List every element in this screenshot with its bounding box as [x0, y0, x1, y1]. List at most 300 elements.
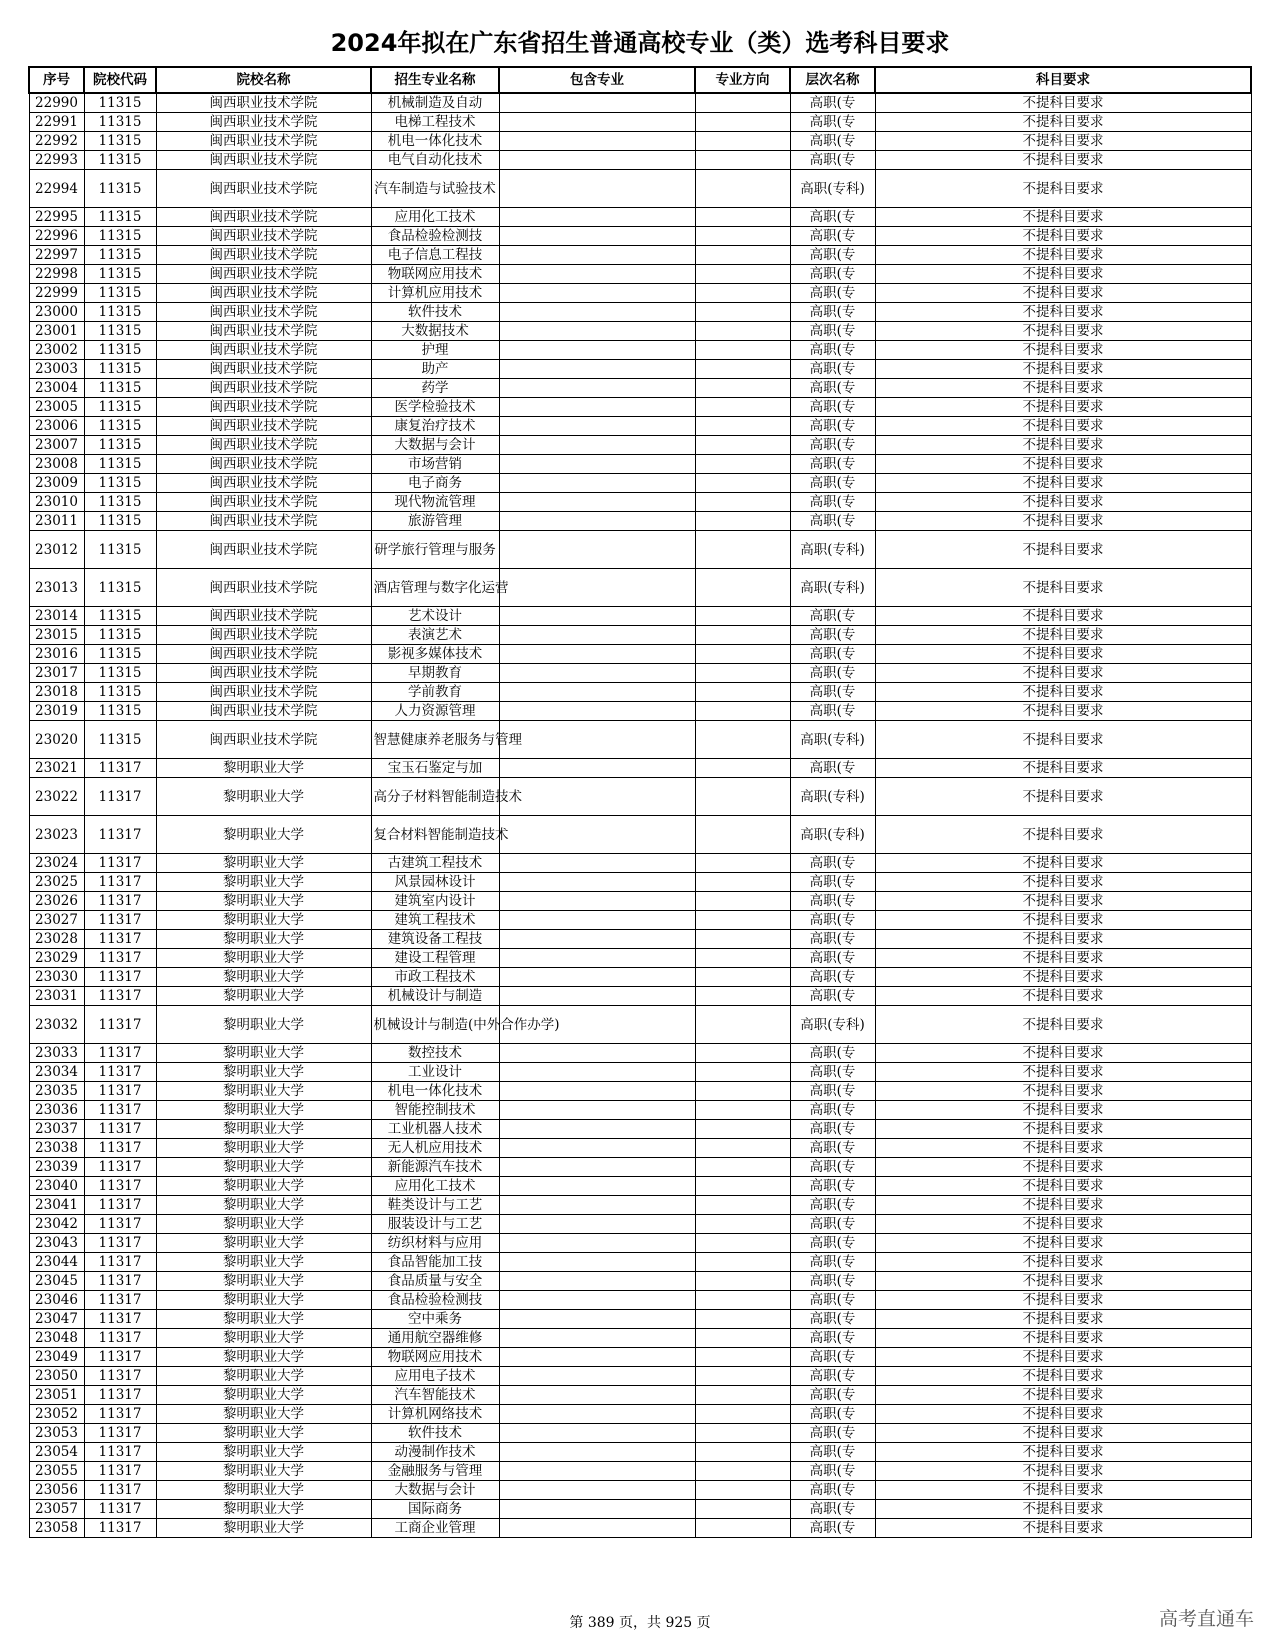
cell-seq: 22996	[29, 227, 84, 246]
cell-major-direction	[695, 1082, 790, 1101]
cell-major-direction	[695, 341, 790, 360]
table-row	[29, 208, 1251, 227]
cell-seq: 23034	[29, 1063, 84, 1082]
cell-included-majors	[499, 436, 695, 455]
cell-major-direction	[695, 93, 790, 113]
table-row	[29, 227, 1251, 246]
cell-included-majors	[499, 778, 695, 816]
cell-major-name: 人力资源管理	[371, 702, 499, 721]
cell-school-name: 黎明职业大学	[156, 1367, 371, 1386]
cell-seq: 23018	[29, 683, 84, 702]
cell-included-majors	[499, 1519, 695, 1538]
cell-school-name: 闽西职业技术学院	[156, 645, 371, 664]
table-row	[29, 683, 1251, 702]
cell-level: 高职(专	[790, 702, 875, 721]
cell-seq: 23051	[29, 1386, 84, 1405]
cell-level: 高职(专	[790, 1272, 875, 1291]
cell-school-code: 11315	[84, 531, 156, 569]
table-row	[29, 1519, 1251, 1538]
cell-major-name: 工业设计	[371, 1063, 499, 1082]
table-row	[29, 132, 1251, 151]
cell-included-majors	[499, 1462, 695, 1481]
cell-major-name: 早期教育	[371, 664, 499, 683]
cell-level: 高职(专	[790, 911, 875, 930]
cell-school-name: 闽西职业技术学院	[156, 322, 371, 341]
cell-included-majors	[499, 816, 695, 854]
cell-major-direction	[695, 1405, 790, 1424]
cell-school-code: 11315	[84, 93, 156, 113]
cell-seq: 23012	[29, 531, 84, 569]
cell-school-name: 黎明职业大学	[156, 1348, 371, 1367]
cell-subject-requirement: 不提科目要求	[875, 1253, 1251, 1272]
cell-included-majors	[499, 1101, 695, 1120]
table-row	[29, 360, 1251, 379]
cell-included-majors	[499, 1063, 695, 1082]
cell-included-majors	[499, 474, 695, 493]
cell-major-direction	[695, 930, 790, 949]
cell-included-majors	[499, 1196, 695, 1215]
cell-subject-requirement: 不提科目要求	[875, 968, 1251, 987]
cell-school-code: 11315	[84, 265, 156, 284]
cell-included-majors	[499, 645, 695, 664]
cell-seq: 23048	[29, 1329, 84, 1348]
cell-seq: 23013	[29, 569, 84, 607]
cell-seq: 22994	[29, 170, 84, 208]
cell-school-code: 11317	[84, 1063, 156, 1082]
table-row	[29, 1481, 1251, 1500]
table-row	[29, 1424, 1251, 1443]
cell-subject-requirement: 不提科目要求	[875, 265, 1251, 284]
cell-included-majors	[499, 1500, 695, 1519]
cell-subject-requirement: 不提科目要求	[875, 1348, 1251, 1367]
cell-major-direction	[695, 1291, 790, 1310]
cell-major-name: 市场营销	[371, 455, 499, 474]
cell-school-code: 11317	[84, 1424, 156, 1443]
cell-school-name: 闽西职业技术学院	[156, 683, 371, 702]
header-subject-requirement: 科目要求	[875, 67, 1251, 93]
header-seq: 序号	[29, 67, 84, 93]
cell-major-name: 建设工程管理	[371, 949, 499, 968]
cell-subject-requirement: 不提科目要求	[875, 322, 1251, 341]
cell-major-direction	[695, 968, 790, 987]
cell-seq: 23023	[29, 816, 84, 854]
cell-school-name: 黎明职业大学	[156, 1519, 371, 1538]
cell-level: 高职(专	[790, 1120, 875, 1139]
cell-school-name: 黎明职业大学	[156, 1386, 371, 1405]
header-major-name: 招生专业名称	[371, 67, 499, 93]
table-row	[29, 1196, 1251, 1215]
cell-included-majors	[499, 1044, 695, 1063]
cell-subject-requirement: 不提科目要求	[875, 417, 1251, 436]
cell-major-direction	[695, 873, 790, 892]
cell-school-name: 黎明职业大学	[156, 873, 371, 892]
table-row	[29, 113, 1251, 132]
cell-major-direction	[695, 303, 790, 322]
cell-level: 高职(专	[790, 1310, 875, 1329]
table-row	[29, 512, 1251, 531]
cell-major-name: 研学旅行管理与服务	[371, 531, 499, 569]
cell-level: 高职(专	[790, 379, 875, 398]
cell-level: 高职(专	[790, 151, 875, 170]
table-row	[29, 987, 1251, 1006]
cell-subject-requirement: 不提科目要求	[875, 664, 1251, 683]
cell-major-name: 电梯工程技术	[371, 113, 499, 132]
cell-school-name: 闽西职业技术学院	[156, 132, 371, 151]
cell-included-majors	[499, 113, 695, 132]
cell-school-name: 闽西职业技术学院	[156, 664, 371, 683]
cell-major-direction	[695, 569, 790, 607]
cell-major-name: 智慧健康养老服务与管理	[371, 721, 499, 759]
cell-level: 高职(专	[790, 1139, 875, 1158]
cell-seq: 23019	[29, 702, 84, 721]
cell-major-direction	[695, 113, 790, 132]
table-row	[29, 1082, 1251, 1101]
cell-school-name: 黎明职业大学	[156, 1044, 371, 1063]
table-row	[29, 949, 1251, 968]
cell-seq: 23016	[29, 645, 84, 664]
cell-major-direction	[695, 1462, 790, 1481]
cell-level: 高职(专	[790, 455, 875, 474]
cell-school-name: 闽西职业技术学院	[156, 208, 371, 227]
cell-school-code: 11315	[84, 113, 156, 132]
cell-school-name: 闽西职业技术学院	[156, 493, 371, 512]
cell-subject-requirement: 不提科目要求	[875, 930, 1251, 949]
cell-school-code: 11315	[84, 493, 156, 512]
cell-level: 高职(专	[790, 265, 875, 284]
cell-included-majors	[499, 493, 695, 512]
cell-major-name: 动漫制作技术	[371, 1443, 499, 1462]
cell-included-majors	[499, 1443, 695, 1462]
cell-subject-requirement: 不提科目要求	[875, 1405, 1251, 1424]
cell-school-code: 11315	[84, 227, 156, 246]
cell-major-name: 风景园林设计	[371, 873, 499, 892]
cell-school-code: 11317	[84, 1367, 156, 1386]
cell-level: 高职(专	[790, 398, 875, 417]
cell-seq: 23028	[29, 930, 84, 949]
cell-seq: 23049	[29, 1348, 84, 1367]
cell-subject-requirement: 不提科目要求	[875, 341, 1251, 360]
cell-school-name: 黎明职业大学	[156, 1253, 371, 1272]
cell-subject-requirement: 不提科目要求	[875, 284, 1251, 303]
cell-included-majors	[499, 227, 695, 246]
cell-included-majors	[499, 1405, 695, 1424]
cell-level: 高职(专	[790, 683, 875, 702]
cell-major-direction	[695, 379, 790, 398]
cell-level: 高职(专	[790, 1519, 875, 1538]
cell-subject-requirement: 不提科目要求	[875, 816, 1251, 854]
cell-included-majors	[499, 398, 695, 417]
cell-level: 高职(专	[790, 854, 875, 873]
table-row	[29, 1386, 1251, 1405]
cell-seq: 23053	[29, 1424, 84, 1443]
cell-school-code: 11317	[84, 1139, 156, 1158]
cell-level: 高职(专	[790, 1253, 875, 1272]
cell-subject-requirement: 不提科目要求	[875, 1101, 1251, 1120]
cell-major-direction	[695, 398, 790, 417]
cell-subject-requirement: 不提科目要求	[875, 1291, 1251, 1310]
table-row	[29, 341, 1251, 360]
cell-school-name: 黎明职业大学	[156, 1234, 371, 1253]
cell-subject-requirement: 不提科目要求	[875, 474, 1251, 493]
cell-seq: 22993	[29, 151, 84, 170]
cell-major-name: 复合材料智能制造技术	[371, 816, 499, 854]
cell-included-majors	[499, 854, 695, 873]
cell-major-direction	[695, 1177, 790, 1196]
cell-school-name: 闽西职业技术学院	[156, 303, 371, 322]
cell-major-direction	[695, 512, 790, 531]
table-row	[29, 911, 1251, 930]
cell-subject-requirement: 不提科目要求	[875, 1044, 1251, 1063]
cell-school-code: 11317	[84, 1310, 156, 1329]
cell-school-name: 闽西职业技术学院	[156, 151, 371, 170]
cell-level: 高职(专	[790, 949, 875, 968]
cell-seq: 22997	[29, 246, 84, 265]
cell-major-name: 智能控制技术	[371, 1101, 499, 1120]
table-row	[29, 1234, 1251, 1253]
cell-school-name: 闽西职业技术学院	[156, 702, 371, 721]
cell-major-name: 护理	[371, 341, 499, 360]
cell-subject-requirement: 不提科目要求	[875, 170, 1251, 208]
cell-seq: 23052	[29, 1405, 84, 1424]
cell-level: 高职(专	[790, 493, 875, 512]
cell-subject-requirement: 不提科目要求	[875, 1519, 1251, 1538]
cell-school-name: 闽西职业技术学院	[156, 227, 371, 246]
table-row	[29, 930, 1251, 949]
cell-seq: 23044	[29, 1253, 84, 1272]
cell-school-code: 11317	[84, 1006, 156, 1044]
cell-school-code: 11315	[84, 683, 156, 702]
cell-seq: 23025	[29, 873, 84, 892]
cell-included-majors	[499, 512, 695, 531]
table-row	[29, 284, 1251, 303]
header-school-name: 院校名称	[156, 67, 371, 93]
cell-subject-requirement: 不提科目要求	[875, 1139, 1251, 1158]
cell-major-name: 应用化工技术	[371, 1177, 499, 1196]
cell-subject-requirement: 不提科目要求	[875, 1158, 1251, 1177]
cell-included-majors	[499, 417, 695, 436]
cell-major-direction	[695, 1348, 790, 1367]
cell-level: 高职(专	[790, 1082, 875, 1101]
cell-school-code: 11315	[84, 303, 156, 322]
cell-school-name: 闽西职业技术学院	[156, 455, 371, 474]
table-row	[29, 1253, 1251, 1272]
cell-seq: 23020	[29, 721, 84, 759]
cell-seq: 23035	[29, 1082, 84, 1101]
cell-subject-requirement: 不提科目要求	[875, 702, 1251, 721]
cell-major-direction	[695, 322, 790, 341]
cell-school-code: 11317	[84, 1158, 156, 1177]
table-body	[29, 93, 1251, 1538]
cell-major-direction	[695, 493, 790, 512]
requirements-table	[28, 66, 1252, 1538]
cell-level: 高职(专	[790, 987, 875, 1006]
cell-level: 高职(专	[790, 1158, 875, 1177]
cell-level: 高职(专	[790, 1196, 875, 1215]
cell-major-direction	[695, 1120, 790, 1139]
cell-major-direction	[695, 1367, 790, 1386]
cell-subject-requirement: 不提科目要求	[875, 759, 1251, 778]
cell-seq: 23036	[29, 1101, 84, 1120]
cell-seq: 22992	[29, 132, 84, 151]
table-row	[29, 398, 1251, 417]
cell-major-direction	[695, 778, 790, 816]
cell-major-name: 机械设计与制造	[371, 987, 499, 1006]
cell-major-name: 机电一体化技术	[371, 132, 499, 151]
cell-level: 高职(专科)	[790, 1006, 875, 1044]
cell-included-majors	[499, 1310, 695, 1329]
cell-subject-requirement: 不提科目要求	[875, 892, 1251, 911]
table-row	[29, 531, 1251, 569]
table-row	[29, 265, 1251, 284]
cell-major-direction	[695, 151, 790, 170]
cell-seq: 23031	[29, 987, 84, 1006]
cell-major-name: 建筑工程技术	[371, 911, 499, 930]
cell-seq: 23004	[29, 379, 84, 398]
table-row	[29, 1291, 1251, 1310]
cell-major-name: 机械制造及自动	[371, 93, 499, 113]
cell-school-code: 11315	[84, 455, 156, 474]
cell-seq: 23047	[29, 1310, 84, 1329]
cell-major-name: 建筑设备工程技	[371, 930, 499, 949]
cell-school-code: 11315	[84, 569, 156, 607]
cell-school-name: 闽西职业技术学院	[156, 246, 371, 265]
cell-major-name: 通用航空器维修	[371, 1329, 499, 1348]
header-included-majors: 包含专业	[499, 67, 695, 93]
cell-included-majors	[499, 1386, 695, 1405]
cell-school-name: 黎明职业大学	[156, 1500, 371, 1519]
cell-major-name: 现代物流管理	[371, 493, 499, 512]
cell-school-code: 11317	[84, 892, 156, 911]
table-row	[29, 1006, 1251, 1044]
cell-subject-requirement: 不提科目要求	[875, 569, 1251, 607]
cell-school-code: 11315	[84, 398, 156, 417]
cell-school-code: 11315	[84, 664, 156, 683]
cell-school-code: 11315	[84, 607, 156, 626]
cell-major-name: 表演艺术	[371, 626, 499, 645]
cell-school-name: 黎明职业大学	[156, 1272, 371, 1291]
cell-major-name: 艺术设计	[371, 607, 499, 626]
cell-level: 高职(专科)	[790, 531, 875, 569]
cell-major-name: 食品检验检测技	[371, 1291, 499, 1310]
cell-school-name: 黎明职业大学	[156, 968, 371, 987]
cell-school-name: 闽西职业技术学院	[156, 607, 371, 626]
cell-major-direction	[695, 246, 790, 265]
header-level: 层次名称	[790, 67, 875, 93]
cell-school-name: 闽西职业技术学院	[156, 474, 371, 493]
cell-major-name: 机械设计与制造(中外合作办学)	[371, 1006, 499, 1044]
cell-major-direction	[695, 1215, 790, 1234]
cell-seq: 22999	[29, 284, 84, 303]
cell-school-name: 黎明职业大学	[156, 759, 371, 778]
cell-included-majors	[499, 949, 695, 968]
cell-level: 高职(专	[790, 1101, 875, 1120]
cell-school-code: 11317	[84, 1291, 156, 1310]
cell-major-name: 国际商务	[371, 1500, 499, 1519]
cell-included-majors	[499, 987, 695, 1006]
cell-subject-requirement: 不提科目要求	[875, 1006, 1251, 1044]
cell-level: 高职(专	[790, 892, 875, 911]
cell-major-name: 助产	[371, 360, 499, 379]
cell-major-name: 高分子材料智能制造技术	[371, 778, 499, 816]
cell-major-name: 影视多媒体技术	[371, 645, 499, 664]
cell-subject-requirement: 不提科目要求	[875, 987, 1251, 1006]
cell-school-code: 11317	[84, 1044, 156, 1063]
table-row	[29, 151, 1251, 170]
cell-major-name: 大数据技术	[371, 322, 499, 341]
cell-included-majors	[499, 892, 695, 911]
cell-major-name: 食品检验检测技	[371, 227, 499, 246]
cell-seq: 23045	[29, 1272, 84, 1291]
cell-school-code: 11317	[84, 968, 156, 987]
table-row	[29, 1120, 1251, 1139]
cell-school-code: 11315	[84, 474, 156, 493]
cell-seq: 23029	[29, 949, 84, 968]
cell-seq: 23050	[29, 1367, 84, 1386]
cell-seq: 23041	[29, 1196, 84, 1215]
cell-included-majors	[499, 246, 695, 265]
cell-level: 高职(专	[790, 113, 875, 132]
cell-level: 高职(专	[790, 968, 875, 987]
cell-school-code: 11315	[84, 322, 156, 341]
cell-school-code: 11315	[84, 132, 156, 151]
table-row	[29, 1272, 1251, 1291]
cell-subject-requirement: 不提科目要求	[875, 1481, 1251, 1500]
cell-school-code: 11317	[84, 1462, 156, 1481]
cell-school-code: 11315	[84, 417, 156, 436]
cell-school-code: 11317	[84, 1519, 156, 1538]
cell-seq: 23055	[29, 1462, 84, 1481]
cell-seq: 23033	[29, 1044, 84, 1063]
table-row	[29, 1367, 1251, 1386]
cell-included-majors	[499, 1120, 695, 1139]
cell-subject-requirement: 不提科目要求	[875, 949, 1251, 968]
cell-school-code: 11317	[84, 1234, 156, 1253]
cell-major-direction	[695, 1253, 790, 1272]
cell-level: 高职(专	[790, 873, 875, 892]
cell-school-name: 闽西职业技术学院	[156, 284, 371, 303]
cell-seq: 23003	[29, 360, 84, 379]
table-row	[29, 892, 1251, 911]
cell-school-code: 11315	[84, 246, 156, 265]
cell-major-direction	[695, 949, 790, 968]
cell-subject-requirement: 不提科目要求	[875, 493, 1251, 512]
cell-school-code: 11317	[84, 1196, 156, 1215]
cell-seq: 23000	[29, 303, 84, 322]
cell-school-code: 11317	[84, 816, 156, 854]
table-row	[29, 645, 1251, 664]
cell-included-majors	[499, 1215, 695, 1234]
table-row	[29, 1405, 1251, 1424]
cell-major-direction	[695, 1044, 790, 1063]
cell-level: 高职(专	[790, 1367, 875, 1386]
cell-school-name: 黎明职业大学	[156, 854, 371, 873]
cell-subject-requirement: 不提科目要求	[875, 93, 1251, 113]
cell-seq: 22991	[29, 113, 84, 132]
cell-included-majors	[499, 968, 695, 987]
cell-major-direction	[695, 987, 790, 1006]
cell-school-code: 11315	[84, 645, 156, 664]
cell-level: 高职(专	[790, 246, 875, 265]
cell-level: 高职(专	[790, 322, 875, 341]
cell-included-majors	[499, 322, 695, 341]
cell-school-code: 11317	[84, 1272, 156, 1291]
cell-major-direction	[695, 1196, 790, 1215]
cell-level: 高职(专	[790, 1329, 875, 1348]
cell-school-code: 11317	[84, 1120, 156, 1139]
cell-level: 高职(专	[790, 284, 875, 303]
cell-level: 高职(专	[790, 1424, 875, 1443]
cell-school-name: 闽西职业技术学院	[156, 379, 371, 398]
